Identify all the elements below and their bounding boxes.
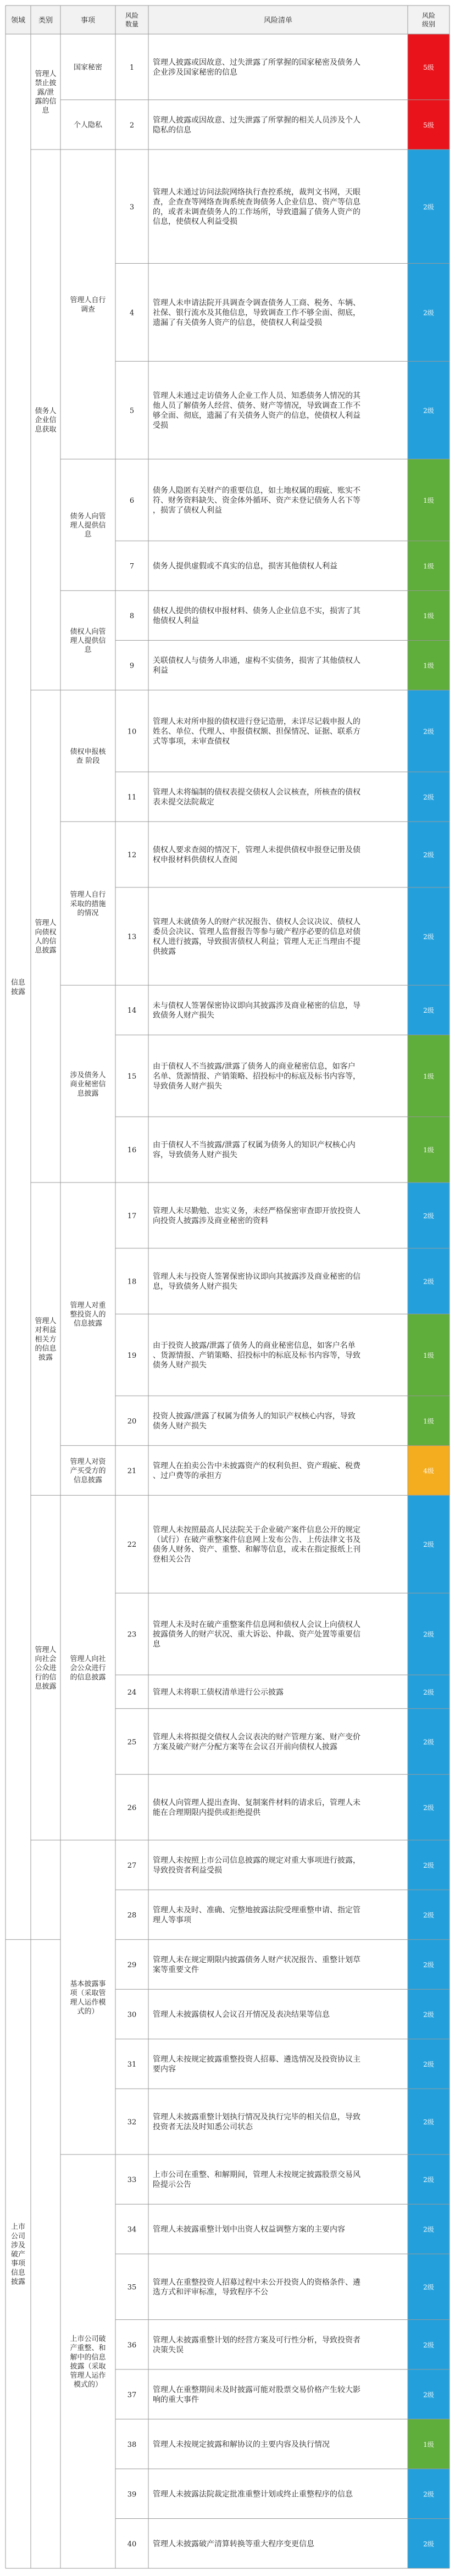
risk-description: 响的重大事件	[153, 2395, 199, 2405]
risk-description: 符、财务资料缺失、资金体外循环、资产未登记债务人名下等	[153, 496, 360, 506]
risk-description: 息，导致债务人财产损失	[153, 1282, 237, 1291]
item-cell: 产买受方的	[70, 1467, 106, 1475]
risk-description: 隐私的信息	[153, 125, 191, 135]
item-cell: 息	[84, 530, 92, 539]
risk-description: 债务人提供虚假或不真实的信息，损害其他债权人利益	[153, 562, 337, 571]
risk-description: 管理人未尽勤勉、忠实义务，未经严格保密审查即开放投资人	[153, 1206, 360, 1215]
risk-description: 由于债权人不当披露/泄露了债务人的商业秘密信息，如客户	[153, 1062, 356, 1072]
risk-level-label: 2级	[423, 1278, 434, 1286]
risk-number: 40	[127, 2540, 137, 2549]
risk-description: 管理人未申请法院开具调查令调查债务人工商、税务、车辆、	[153, 298, 360, 308]
risk-description: 登相关公告	[153, 1555, 191, 1564]
item-cell: 理人提供信	[70, 637, 106, 646]
risk-description: 导致投资者利益受损	[153, 1866, 222, 1875]
risk-description: 权人进行披露，导致损害债权人利益；管理人无正当理由不提	[153, 937, 360, 946]
item-cell: 上市公司破	[70, 2335, 106, 2344]
risk-description: 管理人未披露破产清算转换等重大程序变更信息	[153, 2539, 314, 2549]
risk-description: 方案及破产财产分配方案等在会议召开前向债权人披露	[153, 1742, 337, 1752]
risk-description: 管理人未就债务人的财产状况报告、债权人会议决议、债权人	[153, 918, 360, 927]
item-cell: 理人提供信	[70, 521, 106, 530]
risk-level-label: 2级	[423, 2341, 434, 2349]
risk-description: 债权人向管理人提出查询、复制案件材料的请求后，管理人未	[153, 1798, 360, 1808]
item-cell: 产重整、和	[70, 2344, 106, 2353]
risk-description: 披露债务人的财产状况、重大诉讼、仲裁、资产处置等重要信	[153, 1630, 360, 1639]
domain-cell: 信息	[10, 979, 26, 987]
risk-description: 决策失误	[153, 2345, 184, 2355]
category-cell: 债务人	[35, 407, 57, 416]
risk-description: 企业涉及国家秘密的信息	[153, 68, 237, 77]
risk-description: 由于债权人不当披露/泄露了权属为债务人的知识产权核心内	[153, 1141, 356, 1150]
category-cell: 企业信	[35, 416, 57, 425]
risk-number: 28	[127, 1911, 137, 1920]
risk-description: 管理人披露或因故意、过失泄露了所掌握的国家秘密及债务人	[153, 58, 360, 67]
risk-description: 选方式和评审标准，导致程序不公	[153, 2288, 268, 2297]
item-cell: 管理人向社	[70, 1655, 106, 1664]
item-cell: 债务人向管	[70, 512, 106, 521]
domain-cell: 破产	[10, 2250, 26, 2259]
risk-level-label: 1级	[423, 662, 434, 670]
category-cell: 露的信	[35, 97, 57, 106]
category-cell: 管理人	[35, 70, 57, 79]
risk-description: （试行）在破产重整案件信息网上发布公告、上传法律文书及	[153, 1535, 360, 1545]
risk-level-label: 2级	[423, 1961, 434, 1969]
risk-number: 1	[129, 63, 135, 72]
risk-level-label: 5级	[423, 63, 434, 71]
risk-number: 36	[127, 2341, 137, 2350]
item-cell: 个人隐私	[73, 121, 103, 130]
risk-level-label: 2级	[423, 2060, 434, 2068]
category-cell: 禁止披	[35, 79, 57, 88]
risk-description: 管理人未披露重整计划中出资人权益调整方案的主要内容	[153, 2225, 345, 2234]
domain-cell: 事项	[10, 2259, 26, 2268]
risk-description: 管理人在拍卖公告中未披露资产的权利负担、资产瑕疵、税费	[153, 1462, 360, 1471]
risk-description: 供披露	[153, 947, 176, 956]
risk-description: 管理人未按照最高人民法院关于企业破产案件信息公开的规定	[153, 1525, 360, 1535]
risk-description: 管理人在重整投资人招募过程中未公开投资人的资格条件、遴	[153, 2278, 360, 2287]
risk-description: 姓名、单位、代理人、申报债权额、担保情况、证据、联系方	[153, 727, 360, 736]
header-level: 风险	[421, 12, 436, 20]
risk-description: 管理人未及时、准确、完整地披露法院受理重整申请、指定管	[153, 1906, 360, 1915]
risk-description: 由于投资人披露/泄露了债务人的商业秘密信息，如客户名单	[153, 1341, 356, 1350]
risk-level-label: 2级	[423, 1862, 434, 1870]
risk-description: 债权人要求查阅的情况下，管理人未提供债权申报登记册及债	[153, 846, 360, 855]
risk-number: 37	[127, 2391, 137, 2400]
domain-cell: 披露	[10, 987, 26, 996]
header-item: 事项	[80, 16, 96, 25]
risk-description: 上市公司在重整、和解期间，管理人未按规定披露股票交易风	[153, 2170, 360, 2180]
risk-level-label: 2级	[423, 851, 434, 859]
risk-description: 信息，使债权人利益受损	[153, 217, 237, 226]
item-cell: 披露（采取	[70, 2362, 106, 2371]
category-cell: 相关方	[35, 1335, 57, 1344]
risk-level-label: 2级	[423, 2011, 434, 2019]
risk-number: 8	[129, 612, 135, 621]
risk-description: 受损	[153, 421, 168, 430]
risk-level-label: 5级	[423, 121, 434, 129]
category-cell: 披露	[38, 1353, 53, 1362]
category-cell: 息获取	[35, 425, 57, 434]
risk-description: 名单、货源情报、产销策略、招投标中的标底及标书内容等，	[153, 1072, 360, 1081]
risk-description: 投资人披露/泄露了权属为债务人的知识产权核心内容，导致	[153, 1412, 356, 1421]
risk-description: 管理人未将拟提交债权人会议表决的财产管理方案、财产变价	[153, 1733, 360, 1742]
risk-description: 能在合理期限内提供或拒绝提供	[153, 1808, 260, 1817]
risk-number: 10	[127, 728, 137, 736]
risk-description: 管理人未披露债权人会议召开情况及表决结果等信息	[153, 2010, 330, 2019]
risk-number: 19	[127, 1351, 137, 1360]
risk-number: 31	[127, 2060, 137, 2069]
risk-description: 他人员了解债务人经营、债务、财产等情况，导致调查工作不	[153, 401, 360, 410]
category-cell: 管理人	[35, 1317, 57, 1325]
item-cell: 息披露	[77, 1089, 99, 1098]
risk-number: 33	[127, 2176, 137, 2185]
domain-cell: 上市	[10, 2223, 26, 2231]
item-cell: 的情况	[77, 909, 99, 918]
header-count: 数量	[125, 20, 139, 28]
risk-description: 导致债务人财产损失	[153, 1081, 222, 1091]
category-cell: 息披露	[35, 1682, 57, 1691]
header-list: 风险清单	[263, 16, 293, 25]
risk-description: 债权人提供的债权申报材料、债务人企业信息不实，损害了其	[153, 607, 360, 616]
risk-level-label: 2级	[423, 309, 434, 317]
header-row	[5, 5, 450, 34]
risk-level-label: 4级	[423, 1467, 434, 1475]
risk-level-label: 2级	[423, 2225, 434, 2234]
risk-number: 2	[129, 121, 135, 130]
risk-level-label: 1级	[423, 1146, 434, 1154]
item-cell: 管理人运作	[70, 2372, 106, 2380]
risk-number: 12	[127, 851, 137, 860]
item-cell: 信息披露	[73, 1476, 103, 1485]
risk-description: 他债权人利益	[153, 617, 199, 626]
risk-number: 29	[127, 1961, 137, 1970]
risk-number: 23	[127, 1630, 137, 1639]
risk-description: 的，或者未调查债务人的工作场所，导致遗漏了债务人资产的	[153, 207, 360, 216]
risk-description: 未与债权人签署保密协议即向其披露涉及商业秘密的信息，导	[153, 1001, 360, 1011]
risk-description: 管理人未将编制的债权表提交债权人会议核查，所核查的债权	[153, 788, 360, 797]
category-cell: 的信息	[35, 1344, 57, 1353]
header-level: 级别	[421, 20, 436, 28]
item-cell: 管理人对重	[70, 1301, 106, 1310]
risk-description: 、货源情报、产销策略、招投标中的标底及标书内容等，导致	[153, 1351, 360, 1360]
header-domain: 领域	[10, 16, 26, 25]
risk-description: 管理人在重整期间未及时披露可能对股票交易价格产生较大影	[153, 2385, 360, 2395]
risk-description: 要内容	[153, 2064, 176, 2074]
risk-description: 管理人未与投资人签署保密协议即向其披露涉及商业秘密的信	[153, 1272, 360, 1281]
risk-level-label: 2级	[423, 2490, 434, 2499]
risk-number: 3	[129, 203, 135, 212]
risk-number: 26	[127, 1803, 137, 1812]
risk-description: 、过户费等的承担方	[153, 1471, 222, 1480]
risk-description: 理人等事项	[153, 1916, 191, 1925]
risk-description: 投资者无法及时知悉公司状态	[153, 2123, 253, 2132]
risk-level-label: 2级	[423, 2283, 434, 2291]
risk-description: 债务人财务、资产、重整、和解等信息，或未在指定报纸上刊	[153, 1545, 360, 1555]
risk-number: 7	[129, 562, 135, 571]
risk-description: 险提示公告	[153, 2180, 191, 2190]
risk-level-label: 2级	[423, 1738, 434, 1746]
risk-number: 35	[127, 2283, 137, 2292]
risk-number: 30	[127, 2011, 137, 2019]
risk-description: 容，导致债务人财产损失	[153, 1151, 237, 1160]
risk-description: 权申报材料供债权人查阅	[153, 856, 237, 865]
risk-description: 表未提交法院裁定	[153, 797, 214, 807]
risk-number: 32	[127, 2118, 137, 2127]
risk-level-label: 1级	[423, 1417, 434, 1425]
item-cell: 理人运作模	[70, 1998, 106, 2007]
risk-description: 管理人未按照上市公司信息披露的规定对重大事项进行披露，	[153, 1856, 360, 1866]
risk-level-label: 1级	[423, 1351, 434, 1359]
risk-description: 利益	[153, 666, 168, 675]
category-cell: 息披露	[35, 946, 57, 955]
item-cell: 债权人向管	[70, 628, 106, 636]
risk-level-label: 1级	[423, 2440, 434, 2449]
item-cell: 采取的措施	[70, 900, 106, 908]
domain-cell: 涉及	[10, 2241, 26, 2250]
risk-number: 20	[127, 1417, 137, 1426]
risk-number: 27	[127, 1862, 137, 1870]
item-cell: 管理人自行	[70, 891, 106, 900]
risk-number: 15	[127, 1072, 137, 1081]
item-cell: 式的）	[77, 2007, 99, 2016]
risk-level-label: 2级	[423, 1007, 434, 1015]
item-cell: 管理人对资	[70, 1457, 106, 1466]
risk-number: 5	[129, 407, 135, 415]
item-cell: 信息披露	[73, 1319, 103, 1328]
risk-description: 查，企查查等网络查询系统查询债务人企业信息、资产等信息	[153, 197, 360, 207]
risk-description: 管理人未将职工债权清单进行公示披露	[153, 1687, 284, 1697]
risk-number: 13	[127, 932, 137, 941]
item-cell: 债权申报核	[70, 747, 106, 756]
risk-level-label: 2级	[423, 1803, 434, 1812]
risk-number: 16	[127, 1146, 137, 1155]
risk-level-label: 2级	[423, 407, 434, 415]
risk-level-label: 2级	[423, 728, 434, 736]
risk-level-label: 2级	[423, 1630, 434, 1639]
risk-level-label: 2级	[423, 1541, 434, 1549]
category-cell: 管理人	[35, 1646, 57, 1655]
item-cell: 涉及债务人	[70, 1071, 106, 1080]
risk-number: 11	[127, 793, 137, 802]
risk-description: 够全面、彻底，遗漏了有关债务人资产的信息，使债权人利益	[153, 411, 360, 420]
risk-level-label: 1级	[423, 612, 434, 620]
risk-number: 4	[129, 309, 135, 318]
risk-description: 管理人未披露重整计划的经营方案及可行性分析，导致投资者	[153, 2335, 360, 2345]
category-cell: 对利益	[35, 1326, 57, 1335]
risk-level-label: 2级	[423, 203, 434, 211]
risk-level-label: 2级	[423, 1911, 434, 1919]
category-cell: 行的信	[35, 1673, 57, 1682]
risk-level-label: 1级	[423, 1072, 434, 1080]
item-cell: 整投资人的	[70, 1311, 106, 1319]
risk-description: 管理人未及时在破产重整案件信息网和债权人会议上向债权人	[153, 1620, 360, 1629]
risk-number: 6	[129, 496, 135, 505]
risk-number: 39	[127, 2490, 137, 2499]
risk-number: 18	[127, 1278, 137, 1286]
item-cell: 项（采取管	[70, 1989, 106, 1998]
item-cell: 解中的信息	[70, 2353, 106, 2362]
domain-cell: 信息	[10, 2268, 26, 2277]
item-cell: 国家秘密	[73, 63, 103, 72]
risk-description: 致债务人财产损失	[153, 1011, 214, 1020]
category-cell: 公众进	[35, 1664, 57, 1673]
risk-description: 管理人未披露重整计划执行情况及执行完毕的相关信息，导致	[153, 2113, 360, 2122]
item-cell: 基本披露事	[70, 1980, 106, 1989]
risk-number: 34	[127, 2225, 137, 2234]
domain-cell: 公司	[10, 2232, 26, 2241]
risk-description: 息	[153, 1640, 160, 1649]
risk-description: 管理人未在规定期限内披露债务人财产状况报告、重整计划草	[153, 1956, 360, 1965]
risk-description: 管理人未披露法院裁定批准重整计划或终止重整程序的信息	[153, 2490, 353, 2499]
category-cell: 向债权	[35, 928, 57, 937]
risk-level-label: 2级	[423, 1212, 434, 1220]
risk-level-label: 2级	[423, 793, 434, 801]
risk-number: 21	[127, 1467, 137, 1475]
risk-description: 管理人披露或因故意、过失泄露了所掌握的相关人员涉及个人	[153, 116, 360, 125]
risk-number: 17	[127, 1212, 137, 1220]
risk-number: 38	[127, 2440, 137, 2449]
header-count: 风险	[125, 12, 139, 20]
risk-description: 委员会决议、管理人监督报告等参与破产程序必要的信息对债	[153, 928, 360, 937]
category-cell: 人的信	[35, 937, 57, 946]
risk-description: 遗漏了有关债务人资产的信息，使债权人利益受损	[153, 318, 322, 327]
risk-description: 管理人未按规定披露和解协议的主要内容及执行情况	[153, 2440, 330, 2449]
risk-level-label: 1级	[423, 496, 434, 504]
item-cell: 调查	[80, 305, 96, 314]
risk-description: 案等重要文件	[153, 1966, 199, 1975]
item-cell: 管理人自行	[70, 296, 106, 305]
risk-description: ，损害了债权人利益	[153, 506, 222, 515]
risk-description: 关联债权人与债务人串通，虚构不实债务，损害了其他债权人	[153, 656, 360, 665]
header-category: 类别	[38, 16, 53, 25]
risk-number: 24	[127, 1688, 137, 1697]
category-cell: 向社会	[35, 1655, 57, 1664]
risk-level-label: 2级	[423, 2540, 434, 2548]
risk-description: 管理人未对所申报的债权进行登记造册，未详尽记载申报人的	[153, 717, 360, 726]
risk-description: 债务人隐匿有关财产的重要信息，如土地权属的瑕疵、账实不	[153, 486, 360, 496]
risk-description: 管理人未通过走访债务人企业工作人员、知悉债务人情况的其	[153, 391, 360, 401]
item-cell: 会公众进行	[70, 1664, 106, 1673]
risk-description: 向投资人披露涉及商业秘密的资料	[153, 1216, 268, 1225]
item-cell: 的信息披露	[70, 1673, 106, 1682]
risk-level-label: 2级	[423, 2176, 434, 2184]
risk-level-label: 2级	[423, 1688, 434, 1696]
category-cell: 息	[42, 107, 49, 115]
item-cell: 查 阶段	[76, 757, 100, 765]
item-cell: 模式的）	[73, 2380, 103, 2389]
risk-description: 债务人财产损失	[153, 1422, 207, 1431]
risk-description: 管理人未按规定披露重整投资人招募、遴选情况及投资协议主	[153, 2055, 360, 2064]
risk-description: 式等事项，未审查债权	[153, 737, 230, 746]
risk-description: 管理人未通过访问法院网络执行查控系统，裁判文书网，天眼	[153, 187, 360, 197]
domain-cell: 披露	[10, 2278, 26, 2286]
risk-description: 债务人财产损失	[153, 1361, 207, 1370]
risk-level-label: 1级	[423, 562, 434, 570]
risk-number: 22	[127, 1541, 137, 1550]
item-cell: 息	[84, 646, 92, 654]
risk-description: 社保、银行流水及其他信息，导致调查工作不够全面、彻底，	[153, 308, 360, 318]
risk-number: 9	[129, 662, 135, 670]
risk-level-label: 2级	[423, 2118, 434, 2127]
risk-number: 25	[127, 1738, 137, 1747]
risk-level-label: 2级	[423, 2391, 434, 2399]
risk-number: 14	[127, 1007, 137, 1015]
risk-level-label: 2级	[423, 932, 434, 941]
category-cell: 露/泄	[37, 88, 54, 97]
category-cell: 管理人	[35, 919, 57, 928]
item-cell: 商业秘密信	[70, 1080, 106, 1089]
